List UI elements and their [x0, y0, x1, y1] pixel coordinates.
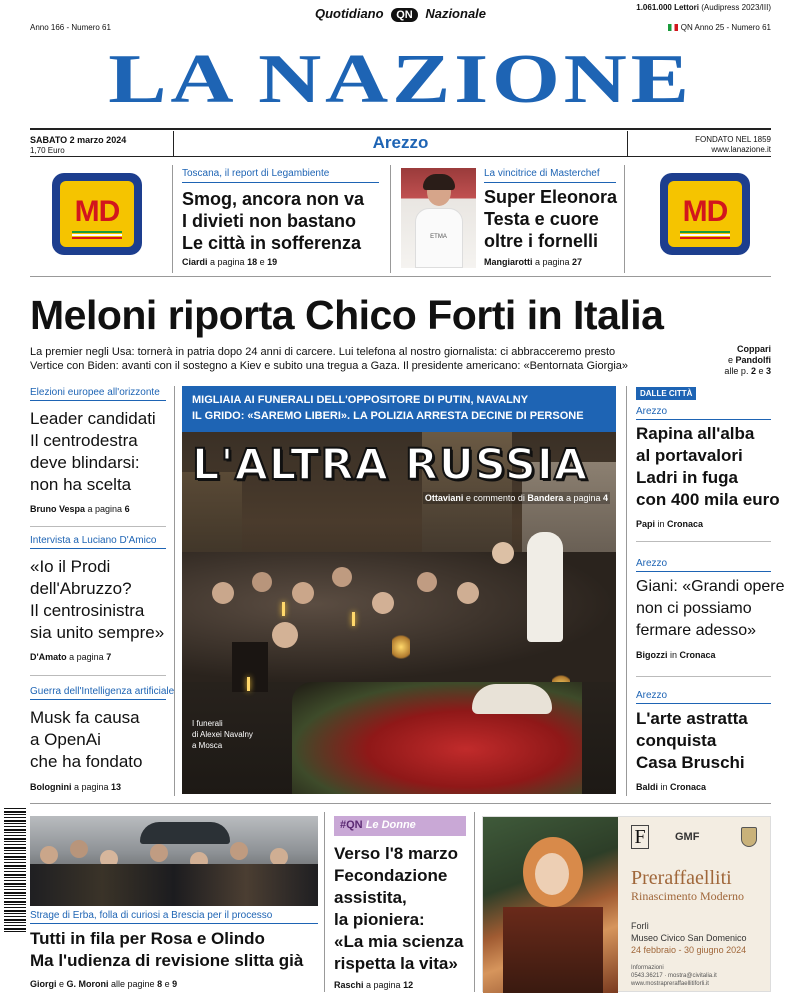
story-headline-line: che ha fondato — [30, 752, 143, 771]
teaser-byline: Ciardi a pagina 18 e 19 — [182, 257, 278, 267]
teaser-headline-line: oltre i fornelli — [484, 231, 599, 251]
photo-title: L'ALTRA RUSSIA — [192, 440, 589, 490]
story-headline-line: con 400 mila euro — [636, 490, 780, 509]
story-headline-line: Tutti in fila per Rosa e Olindo — [30, 929, 265, 948]
story-kicker: Arezzo — [636, 558, 668, 569]
qn-logo: QN — [391, 8, 418, 22]
story-headline-line: dell'Abruzzo? — [30, 579, 132, 598]
story-headline-line: a OpenAi — [30, 730, 101, 749]
ad-city: Forlì — [631, 921, 649, 931]
story-headline-line: al portavalori — [636, 446, 743, 465]
teaser-headline-line: Testa e cuore — [484, 209, 599, 229]
story-headline-line: L'arte astratta — [636, 709, 748, 728]
story-headline-line: fermare adesso» — [636, 622, 757, 639]
newspaper-title: LA NAZIONE — [108, 41, 693, 118]
masterchef-photo[interactable] — [401, 168, 476, 268]
story-headline-line: assistita, — [334, 888, 407, 907]
edition-name: Arezzo — [372, 133, 429, 152]
ad-info-1: Informazioni — [631, 965, 664, 971]
main-headline[interactable]: Meloni riporta Chico Forti in Italia — [30, 292, 664, 338]
photo-caption: I funerali di Alexei Navalny a Mosca — [192, 719, 253, 750]
md-logo-text: MD — [74, 195, 120, 228]
teaser-byline: Mangiarotti a pagina 27 — [484, 257, 583, 267]
qn-anno-number: QN Anno 25 - Numero 61 — [668, 23, 771, 32]
story-byline: Bruno Vespa a pagina 6 — [30, 504, 130, 514]
story-headline-line: Fecondazione — [334, 866, 448, 885]
md-ad-right[interactable] — [660, 173, 750, 255]
italy-flag-icon — [668, 24, 678, 31]
website: www.lanazione.it — [711, 145, 771, 154]
navalny-funeral-photo[interactable] — [182, 432, 616, 794]
story-headline-line: Giani: «Grandi opere — [636, 578, 785, 595]
main-summary-2: Vertice con Biden: avanti con il sostegno a Kiev e subito una tregua a Gaza. Il presidente americano: «Bentornata Giorgia» — [30, 360, 629, 372]
issue-date: SABATO 2 marzo 2024 — [30, 135, 127, 145]
crest-icon — [741, 827, 757, 847]
ad-subtitle: Rinascimento Moderno — [631, 889, 744, 903]
story-headline-line: Ma l'udienza di revisione slitta già — [30, 951, 304, 970]
story-byline: Papi in Cronaca — [636, 519, 704, 529]
story-headline-line: Ladri in fuga — [636, 468, 738, 487]
founded-year: FONDATO NEL 1859 — [695, 135, 771, 144]
teaser-kicker: La vincitrice di Masterchef — [484, 168, 600, 179]
teaser-kicker: Toscana, il report di Legambiente — [182, 168, 330, 179]
story-headline-line: Leader candidati — [30, 409, 156, 428]
banner-line: MIGLIAIA AI FUNERALI DELL'OPPOSITORE DI PUTIN, NAVALNY — [192, 394, 529, 406]
story-headline-line: «La mia scienza — [334, 932, 464, 951]
story-kicker: Arezzo — [636, 690, 668, 701]
readers-number: 1.061.000 Lettori — [636, 3, 699, 12]
teaser-headline-line: Le città in sofferenza — [182, 233, 362, 253]
ad-info-3: www.mostrapreraffaellitiforli.it — [631, 981, 709, 987]
ad-title: Preraffaelliti — [631, 867, 732, 889]
story-kicker: Arezzo — [636, 406, 668, 417]
main-byline: Coppari e Pandolfi alle p. 2 e 3 — [724, 344, 771, 376]
issue-price: 1,70 Euro — [30, 146, 65, 155]
story-byline: Giorgi e G. Moroni alle pagine 8 e 9 — [30, 979, 178, 989]
md-ad-left[interactable] — [52, 173, 142, 255]
readers-count — [636, 3, 771, 12]
teaser-headline-line: I divieti non bastano — [182, 211, 357, 231]
story-kicker: Strage di Erba, folla di curiosi a Brescia per il processo — [30, 910, 273, 921]
ad-logo-f: F — [631, 825, 649, 849]
story-kicker: Guerra dell'Intelligenza artificiale — [30, 686, 175, 697]
preraffaelliti-ad[interactable] — [482, 816, 771, 992]
ad-logo-gmf: GMF — [675, 831, 700, 843]
story-byline: Bolognini a pagina 13 — [30, 782, 122, 792]
teaser-headline-line: Super Eleonora — [484, 187, 618, 207]
banner-line: IL GRIDO: «SAREMO LIBERI». LA POLIZIA ARRESTA DECINE DI PERSONE — [192, 410, 584, 422]
ad-info-2: 0543.36217 · mostra@civitalia.it — [631, 973, 717, 979]
story-byline: Baldi in Cronaca — [636, 782, 707, 792]
story-headline-line: Musk fa causa — [30, 708, 140, 727]
ad-dates: 24 febbraio - 30 giugno 2024 — [631, 945, 747, 955]
story-headline-line: Casa Bruschi — [636, 753, 745, 772]
anno-number: Anno 166 - Numero 61 — [30, 23, 111, 32]
story-headline-line: non ha scelta — [30, 475, 132, 494]
story-byline: D'Amato a pagina 7 — [30, 652, 112, 662]
navalny-banner[interactable] — [182, 386, 616, 432]
story-headline-line: Verso l'8 marzo — [334, 844, 459, 863]
erba-crowd-photo[interactable] — [30, 816, 318, 906]
story-headline-line: conquista — [636, 731, 717, 750]
story-headline-line: Il centrosinistra — [30, 601, 145, 620]
story-byline: Raschi a pagina 12 — [334, 980, 414, 990]
md-logo-text: MD — [682, 195, 728, 228]
teaser-headline-line: Smog, ancora non va — [182, 189, 365, 209]
preraffaelliti-painting — [483, 817, 618, 993]
story-headline-line: «Io il Prodi — [30, 557, 111, 576]
readers-source: (Audipress 2023/III) — [701, 3, 771, 12]
photo-credit: Ottaviani e commento di Bandera a pagina 4 — [424, 493, 608, 503]
story-kicker: Elezioni europee all'orizzonte — [30, 387, 160, 398]
ad-venue: Museo Civico San Domenico — [631, 933, 747, 943]
story-headline-line: Rapina all'alba — [636, 424, 755, 443]
qn-right-label: Nazionale — [425, 6, 487, 21]
story-headline-line: non ci possiamo — [636, 600, 752, 617]
story-headline-line: la pioniera: — [334, 910, 425, 929]
story-kicker: Intervista a Luciano D'Amico — [30, 535, 157, 546]
main-summary-1: La premier negli Usa: tornerà in patria dopo 24 anni di carcere. Lui telefona al nostro giornalista: ci abbracceremo presto — [30, 346, 616, 358]
story-byline: Bigozzi in Cronaca — [636, 650, 716, 660]
story-headline-line: deve blindarsi: — [30, 453, 140, 472]
barcode — [4, 808, 26, 933]
photo-caption: ETMA — [430, 234, 447, 240]
dalle-citta-tag: DALLE CITTÀ — [636, 387, 696, 400]
story-headline-line: sia unito sempre» — [30, 623, 165, 642]
qn-left-label: Quotidiano — [314, 6, 384, 21]
story-headline-line: Il centrodestra — [30, 431, 138, 450]
qn-le-donne-tag: #QN Le Donne — [334, 816, 466, 836]
story-headline-line: rispetta la vita» — [334, 954, 458, 973]
